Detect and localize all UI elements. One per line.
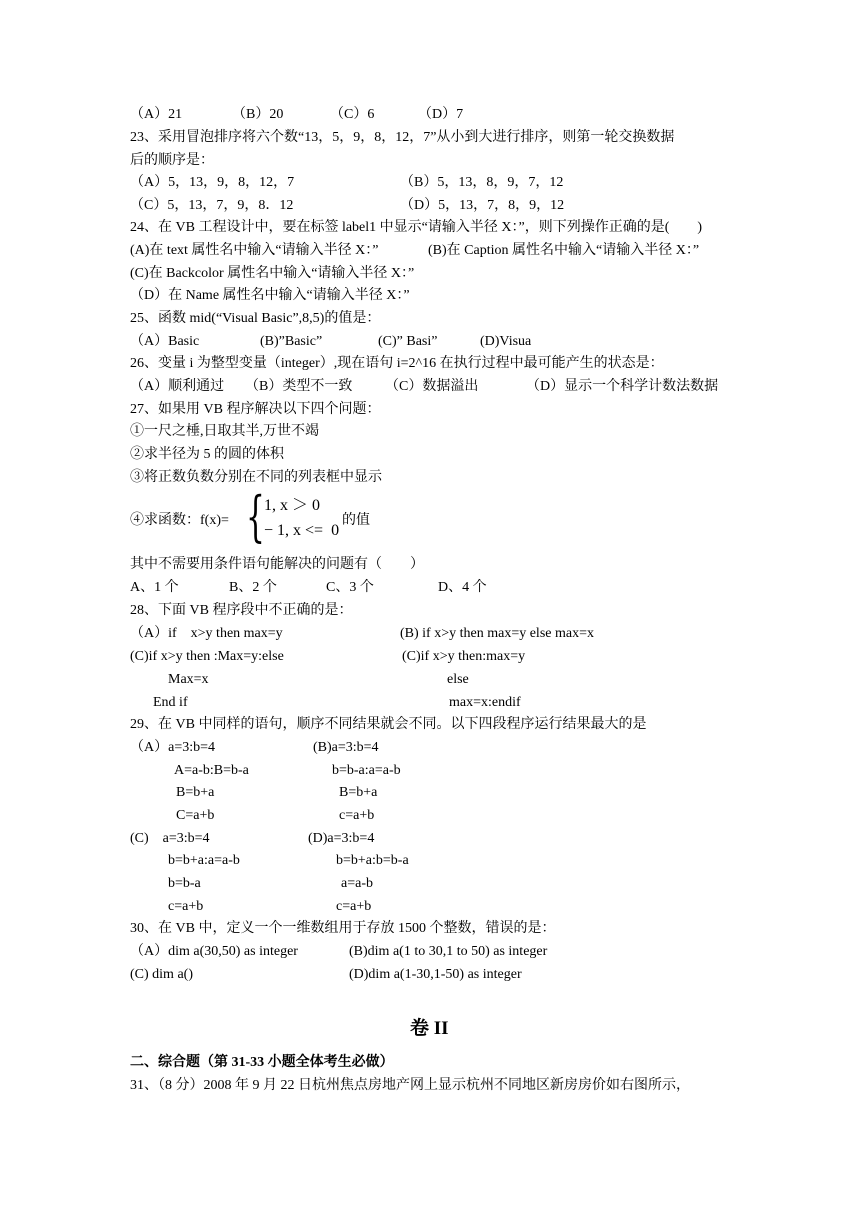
q23-stem-line1: 23、采用冒泡排序将六个数“13，5，9，8，12，7”从小到大进行排序，则第一轮交换数据	[130, 130, 675, 145]
q30-option-c: (C) dim a()	[130, 967, 193, 982]
q28-stem: 28、下面 VB 程序段中不正确的是：	[130, 603, 353, 618]
q29-option-d-line3: a=a-b	[341, 876, 373, 891]
piecewise-brace: {	[246, 485, 265, 548]
q27-stem: 27、如果用 VB 程序解决以下四个问题：	[130, 402, 381, 417]
q29-option-a-line3: B=b+a	[176, 785, 215, 800]
q30-option-a: （A）dim a(30,50) as integer	[130, 944, 298, 959]
q29-option-c-line1: (C) a=3:b=4	[130, 831, 210, 846]
part-title: 卷 II	[410, 1018, 449, 1039]
q30-option-b: (B)dim a(1 to 30,1 to 50) as integer	[349, 944, 548, 959]
q28-option-d-line1: (C)if x>y then:max=y	[402, 649, 526, 664]
q29-option-c-line4: c=a+b	[168, 899, 204, 914]
q29-option-c-line3: b=b-a	[168, 876, 201, 891]
piecewise-case-1: 1, x ＞ 0	[264, 497, 321, 514]
q25-option-a: （A）Basic	[130, 334, 200, 349]
q27-question: 其中不需要用条件语句能解决的问题有（ ）	[130, 557, 424, 572]
q29-option-b-line4: c=a+b	[339, 808, 375, 823]
q26-option-b: （B）类型不一致	[245, 379, 353, 394]
q28-option-c-line3: End if	[153, 695, 188, 710]
q22-option-a: （A）21	[130, 107, 183, 122]
q28-option-d-line2: else	[447, 672, 469, 687]
q28-option-c-line2: Max=x	[168, 672, 209, 687]
q29-option-d-line4: c=a+b	[336, 899, 372, 914]
q27-option-a: A、1 个	[130, 580, 179, 595]
q28-option-a: （A）if x>y then max=y	[130, 626, 283, 641]
q22-option-d: （D）7	[418, 107, 464, 122]
q27-item-2: ②求半径为 5 的圆的体积	[130, 447, 284, 462]
q28-option-c-line1: (C)if x>y then :Max=y:else	[130, 649, 284, 664]
q27-item-4-prefix: ④求函数：f(x)=	[130, 513, 229, 528]
piecewise-case-2: − 1, x <= 0	[264, 522, 340, 539]
q29-option-b-line3: B=b+a	[339, 785, 378, 800]
q24-option-a: (A)在 text 属性名中输入“请输入半径 X：”	[130, 243, 379, 258]
q23-option-d: （D）5，13，7，8，9，12	[400, 198, 565, 213]
q29-option-b-line2: b=b-a:a=a-b	[332, 763, 401, 778]
q24-option-c: (C)在 Backcolor 属性名中输入“请输入半径 X：”	[130, 266, 415, 281]
q28-option-d-line3: max=x:endif	[449, 695, 521, 710]
q27-item-1: ①一尺之棰,日取其半,万世不竭	[130, 424, 319, 439]
q25-stem: 25、函数 mid(“Visual Basic”,8,5)的值是：	[130, 311, 381, 326]
q29-option-d-line1: (D)a=3:b=4	[308, 831, 375, 846]
q26-stem: 26、变量 i 为整型变量（integer）,现在语句 i=2^16 在执行过程中最可能产生的状态是：	[130, 356, 664, 371]
q23-option-a: （A）5，13，9，8，12，7	[130, 175, 295, 190]
q28-option-b: (B) if x>y then max=y else max=x	[400, 626, 594, 641]
q24-option-b: (B)在 Caption 属性名中输入“请输入半径 X：”	[428, 243, 700, 258]
q29-option-c-line2: b=b+a:a=a-b	[168, 853, 240, 868]
q26-option-a: （A）顺利通过	[130, 379, 225, 394]
q23-option-c: （C）5，13，7，9，8．12	[130, 198, 294, 213]
q29-option-a-line2: A=a-b:B=b-a	[174, 763, 249, 778]
q22-option-c: （C）6	[330, 107, 375, 122]
q29-option-a-line1: （A）a=3:b=4	[130, 740, 216, 755]
q25-option-b: (B)”Basic”	[260, 334, 323, 349]
q30-stem: 30、在 VB 中，定义一个一维数组用于存放 1500 个整数，错误的是：	[130, 921, 556, 936]
q25-option-c: (C)” Basi”	[378, 334, 438, 349]
q27-item-3: ③将正数负数分别在不同的列表框中显示	[130, 470, 382, 485]
q22-option-b: （B）20	[232, 107, 284, 122]
section-heading: 二、综合题（第 31-33 小题全体考生必做）	[130, 1055, 394, 1070]
q29-option-d-line2: b=b+a:b=b-a	[336, 853, 409, 868]
q29-option-b-line1: (B)a=3:b=4	[313, 740, 379, 755]
q26-option-c: （C）数据溢出	[385, 379, 479, 394]
q24-stem: 24、在 VB 工程设计中，要在标签 label1 中显示“请输入半径 X：”，则下列操作正确的是( )	[130, 220, 703, 235]
q30-option-d: (D)dim a(1-30,1-50) as integer	[349, 967, 522, 982]
q29-option-a-line4: C=a+b	[176, 808, 215, 823]
q23-stem-line2: 后的顺序是：	[130, 153, 214, 168]
q31-stem: 31、（8 分）2008 年 9 月 22 日杭州焦点房地产网上显示杭州不同地区新房房价如右图所示，	[130, 1078, 690, 1093]
q23-option-b: （B）5，13，8，9，7，12	[400, 175, 564, 190]
q25-option-d: (D)Visua	[480, 334, 532, 349]
q29-stem: 29、在 VB 中同样的语句，顺序不同结果就会不同。以下四段程序运行结果最大的是	[130, 717, 647, 732]
q27-option-d: D、4 个	[438, 580, 487, 595]
q24-option-d: （D）在 Name 属性名中输入“请输入半径 X：”	[130, 288, 410, 303]
q27-option-b: B、2 个	[229, 580, 277, 595]
q26-option-d: （D）显示一个科学计数法数据	[526, 379, 719, 394]
q27-option-c: C、3 个	[326, 580, 374, 595]
q27-item-4-suffix: 的值	[342, 513, 370, 528]
